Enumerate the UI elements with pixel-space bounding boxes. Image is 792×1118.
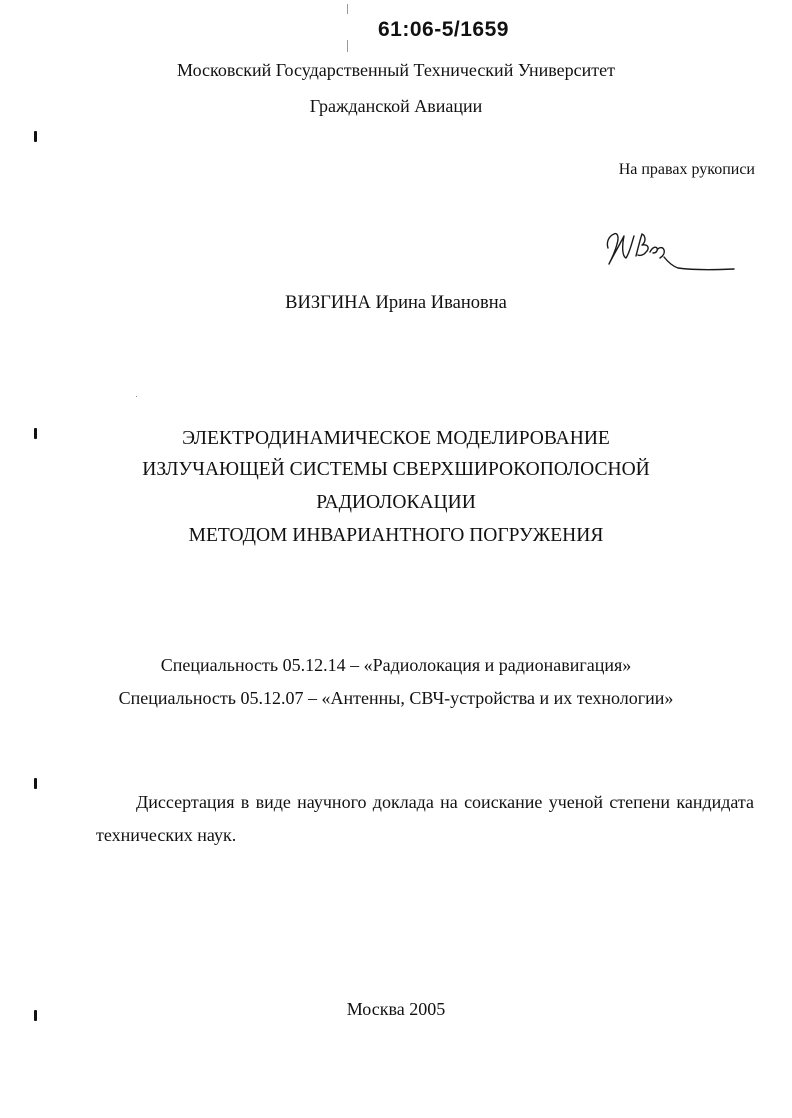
catalog-number: 61:06-5/1659: [378, 18, 509, 41]
scan-mark: [347, 40, 348, 52]
university-name-line2: Гражданской Авиации: [309, 96, 483, 116]
scan-speck: [136, 396, 137, 397]
city-and-year: Москва 2005: [346, 999, 446, 1019]
dissertation-title-line: РАДИОЛОКАЦИИ: [316, 492, 476, 513]
specialty-line: Специальность 05.12.14 – «Радиолокация и радионавигация»: [160, 655, 632, 675]
dissertation-description: Диссертация в виде научного доклада на соискание ученой степени кандидата технических наук.: [96, 792, 754, 845]
dissertation-title-line: МЕТОДОМ ИНВАРИАНТНОГО ПОГРУЖЕНИЯ: [188, 525, 604, 546]
author-signature: [600, 222, 740, 280]
university-name-line1: Московский Государственный Технический Университет: [177, 60, 615, 80]
dissertation-title-line: ИЗЛУЧАЮЩЕЙ СИСТЕМЫ СВЕРХШИРОКОПОЛОСНОЙ: [142, 459, 650, 480]
dissertation-title-line: ЭЛЕКТРОДИНАМИЧЕСКОЕ МОДЕЛИРОВАНИЕ: [182, 428, 610, 449]
binding-hole-mark: [34, 778, 37, 789]
binding-hole-mark: [34, 131, 37, 142]
scan-mark: [347, 4, 348, 14]
author-name: ВИЗГИНА Ирина Ивановна: [285, 293, 507, 313]
manuscript-rights-note: На правах рукописи: [618, 161, 755, 178]
specialty-line: Специальность 05.12.07 – «Антенны, СВЧ-устройства и их технологии»: [118, 688, 674, 708]
